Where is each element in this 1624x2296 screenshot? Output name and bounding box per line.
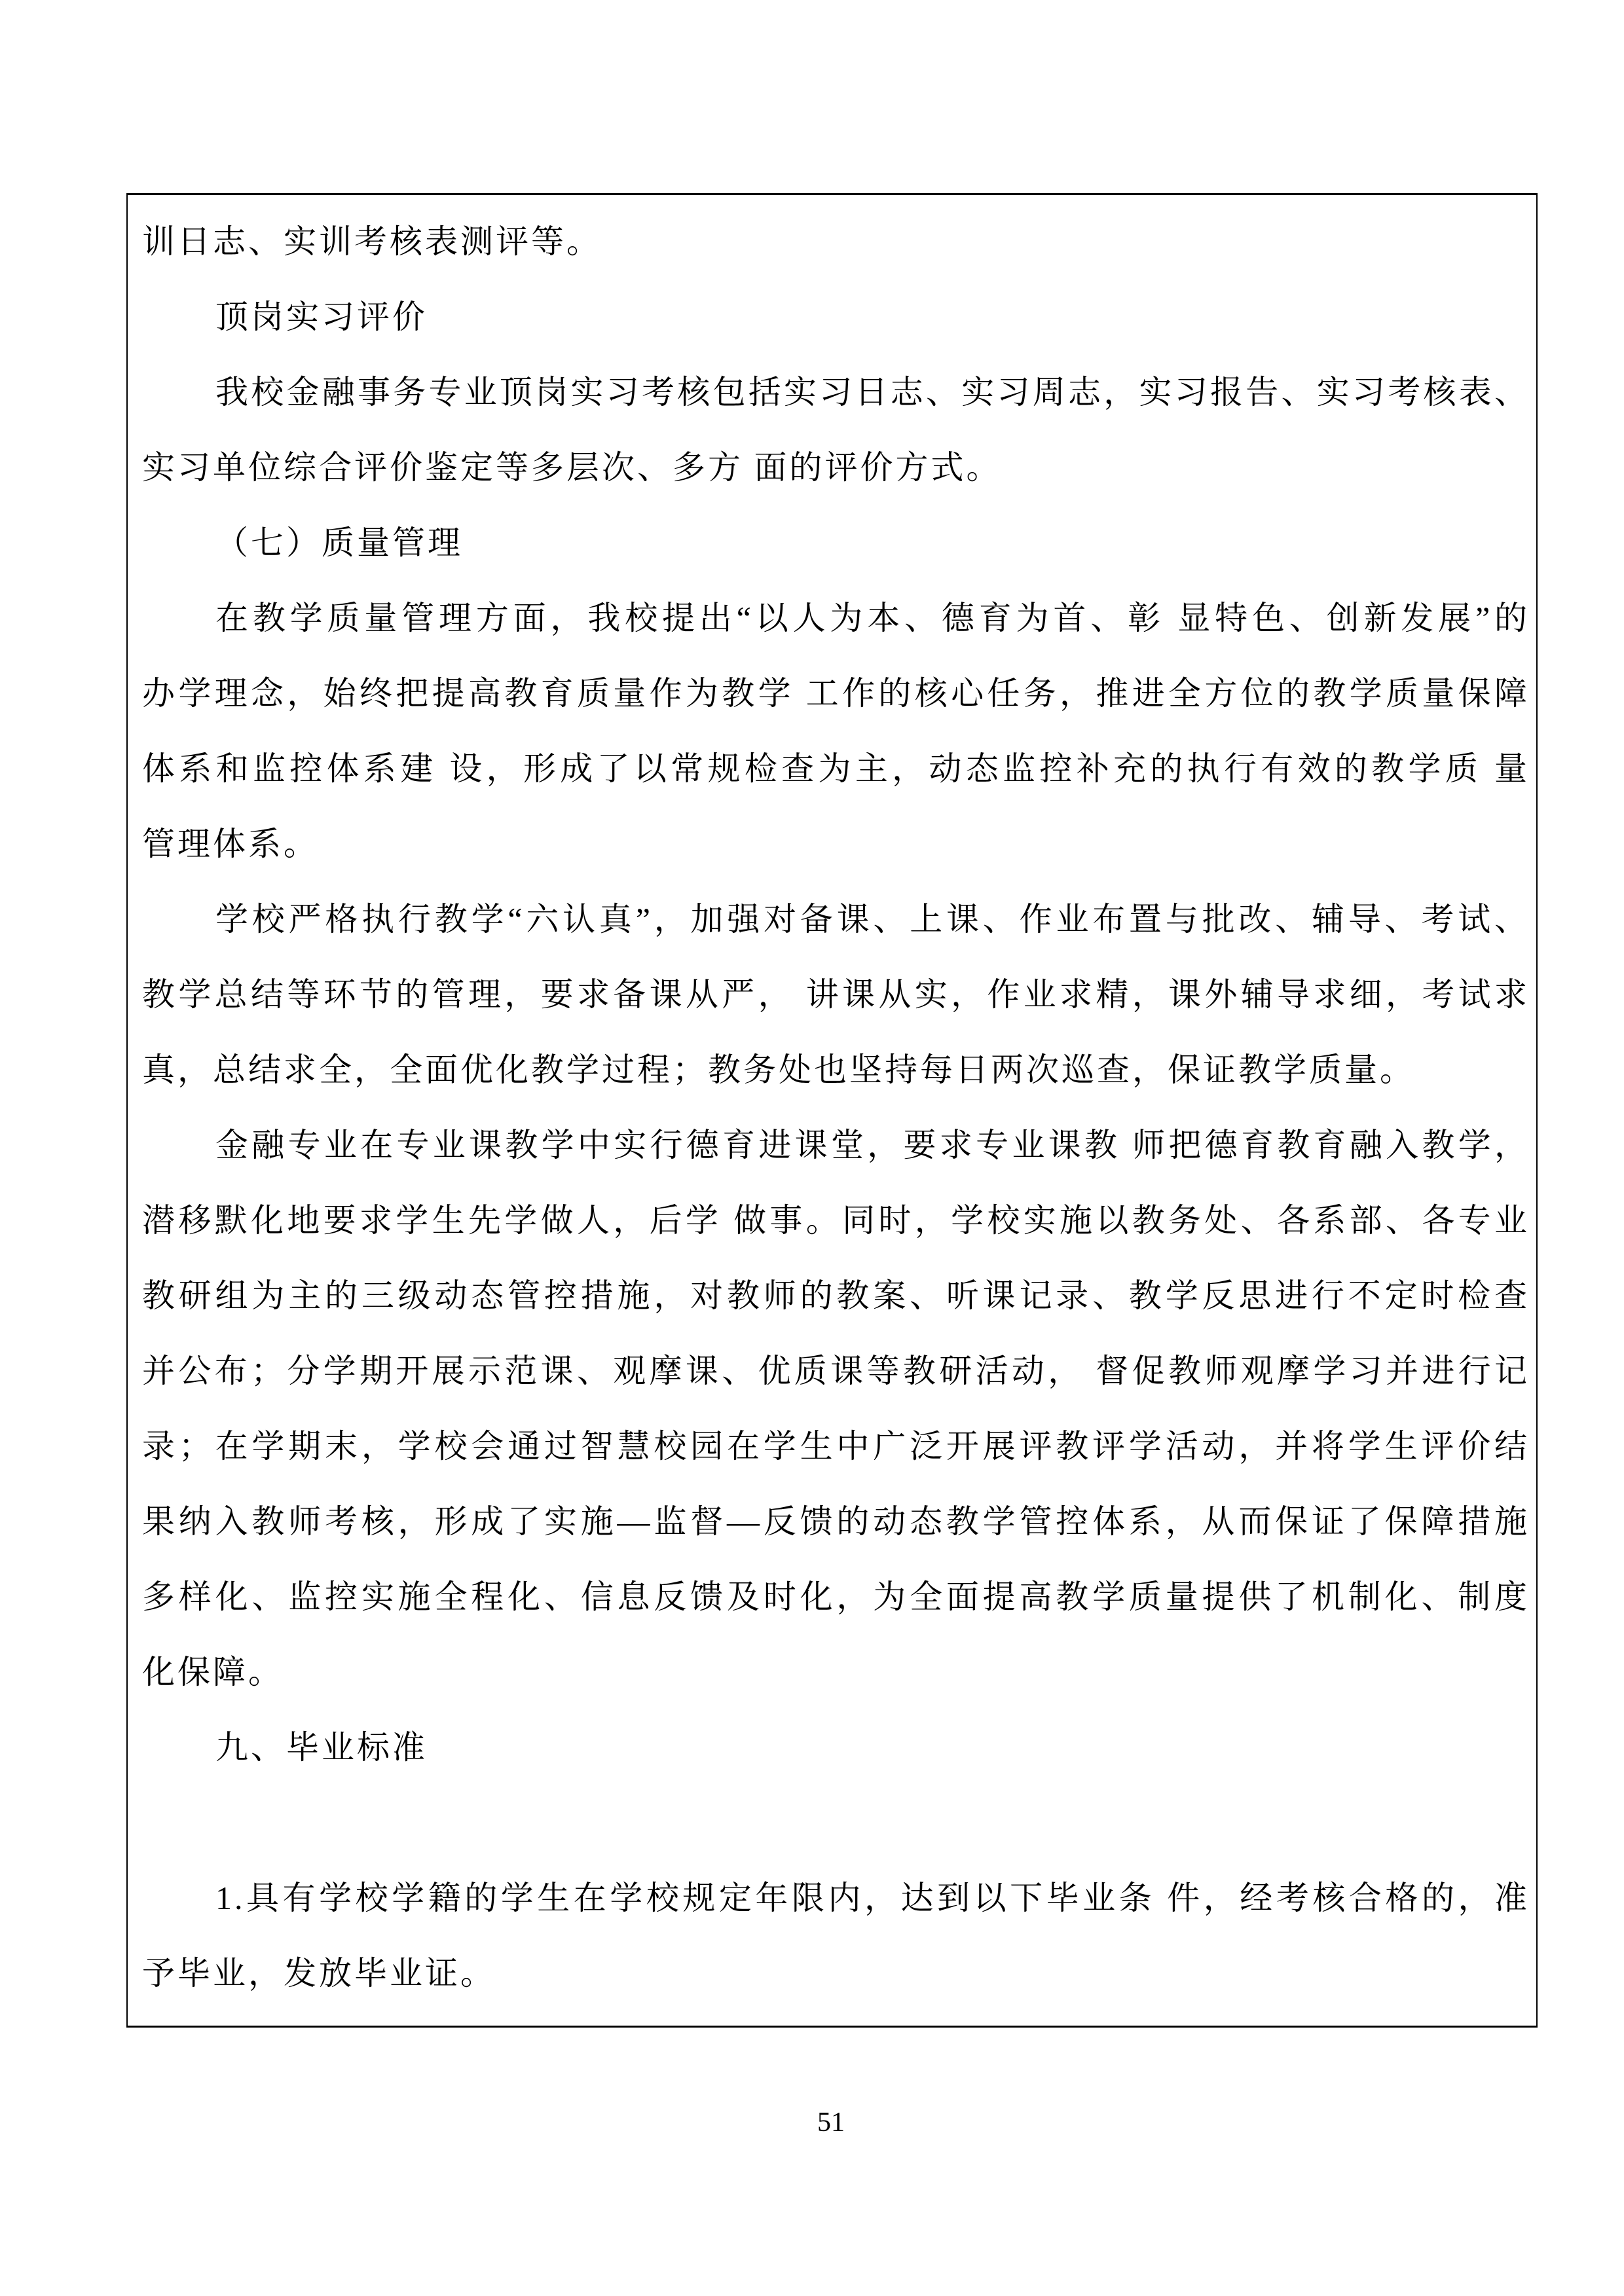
body-text [142, 204, 1530, 2011]
text-line [142, 1785, 1530, 1861]
text-line: 多样化、监控实施全程化、信息反馈及时化，为全面提高教学质量提供了机制化、制度 [142, 1578, 1530, 1615]
text-line: 体系和监控体系建 设，形成了以常规检查为主，动态监控补充的执行有效的教学质 量 [142, 750, 1530, 787]
text-line: 办学理念，始终把提高教育质量作为教学 工作的核心任务，推进全方位的教学质量保障 [142, 675, 1530, 712]
text-line: 管理体系。 [142, 826, 319, 862]
text-line: （七）质量管理 [215, 524, 463, 561]
page-number: 51 [817, 2107, 845, 2138]
text-line: 真，总结求全，全面优化教学过程；教务处也坚持每日两次巡查，保证教学质量。 [142, 1051, 1415, 1088]
content-border-box [126, 193, 1538, 2028]
text-line: 录；在学期末，学校会通过智慧校园在学生中广泛开展评教评学活动，并将学生评价结 [142, 1428, 1530, 1465]
text-line: 教研组为主的三级动态管控措施，对教师的教案、听课记录、教学反思进行不定时检查 [142, 1277, 1530, 1314]
text-line: 学校严格执行教学“六认真”，加强对备课、上课、作业布置与批改、辅导、考试、 [215, 901, 1530, 938]
text-line: 果纳入教师考核，形成了实施—监督—反馈的动态教学管控体系，从而保证了保障措施 [142, 1503, 1530, 1540]
text-line: 化保障。 [142, 1654, 284, 1690]
text-line: 潜移默化地要求学生先学做人，后学 做事。同时，学校实施以教务处、各系部、各专业 [142, 1202, 1530, 1239]
text-line: 并公布；分学期开展示范课、观摩课、优质课等教研活动， 督促教师观摩学习并进行记 [142, 1353, 1530, 1389]
text-line: 予毕业，发放毕业证。 [142, 1955, 496, 1992]
text-line: 在教学质量管理方面，我校提出“以人为本、德育为首、彰 显特色、创新发展”的 [215, 600, 1530, 636]
text-line: 我校金融事务专业顶岗实习考核包括实习日志、实习周志，实习报告、实习考核表、 [215, 374, 1530, 410]
text-line: 九、毕业标准 [215, 1729, 428, 1766]
text-line: 顶岗实习评价 [215, 299, 428, 335]
text-line: 教学总结等环节的管理，要求备课从严， 讲课从实，作业求精，课外辅导求细，考试求 [142, 976, 1530, 1013]
text-line: 实习单位综合评价鉴定等多层次、多方 面的评价方式。 [142, 449, 1002, 486]
text-line: 金融专业在专业课教学中实行德育进课堂，要求专业课教 师把德育教育融入教学， [215, 1127, 1530, 1163]
text-line: 1.具有学校学籍的学生在学校规定年限内，达到以下毕业条 件，经考核合格的，准 [215, 1880, 1530, 1916]
text-line: 训日志、实训考核表测评等。 [142, 223, 602, 260]
